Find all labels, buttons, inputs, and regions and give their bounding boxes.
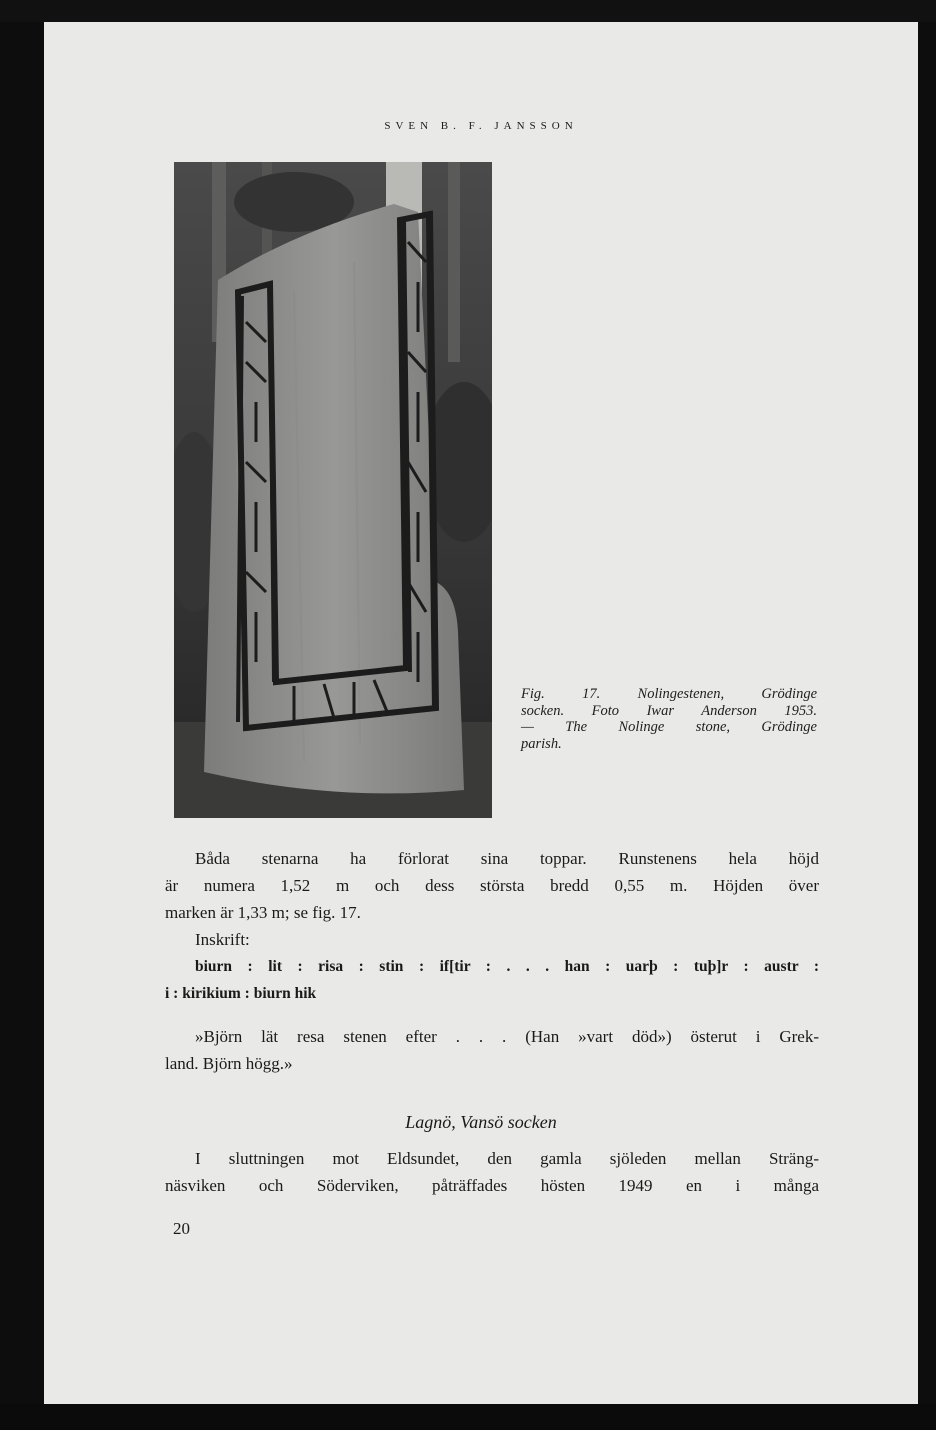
translation: [165, 1023, 819, 1077]
section-heading: Lagnö, Vansö socken: [405, 1112, 557, 1132]
runic-line: i : kirikium : biurn hik: [165, 985, 317, 1002]
caption-line: — The Nolinge stone, Grödinge: [521, 719, 817, 735]
text-line: land. Björn högg.»: [165, 1054, 293, 1073]
scan-border-top: [0, 0, 936, 22]
text-line: är numera 1,52 m och dess största bredd 0,55 m. Höjden över: [165, 876, 819, 895]
runic-transliteration: [165, 953, 819, 1007]
runestone-image: [174, 162, 492, 818]
caption-line: parish.: [521, 735, 562, 752]
runic-line: biurn : lit : risa : stin : if[tir : . . . han : uarþ : tuþ]r : austr :: [195, 958, 819, 975]
caption-line: Fig. 17. Nolingestenen, Grödinge: [521, 686, 817, 702]
book-page: [44, 22, 918, 1404]
paragraph-lagno: [165, 1145, 819, 1199]
figure-caption: [521, 686, 817, 752]
page-number: 20: [173, 1219, 190, 1238]
text-line: I sluttningen mot Eldsundet, den gamla sjöleden mellan Sträng-: [195, 1149, 819, 1168]
caption-line: socken. Foto Iwar Anderson 1953.: [521, 702, 817, 719]
text-line: Båda stenarna ha förlorat sina toppar. Runstenens hela höjd: [195, 849, 819, 868]
runestone-photograph: [174, 162, 492, 818]
inscription-label: Inskrift:: [195, 930, 250, 949]
paragraph-dimensions: [165, 845, 819, 926]
text-line: »Björn lät resa stenen efter . . . (Han »vart död») österut i Grek-: [195, 1027, 819, 1046]
text-line: näsviken och Söderviken, påträffades hösten 1949 en i många: [165, 1176, 819, 1195]
text-line: marken är 1,33 m; se fig. 17.: [165, 903, 361, 922]
running-head: SVEN B. F. JANSSON: [384, 120, 578, 132]
scan-border-bottom: [0, 1404, 936, 1430]
